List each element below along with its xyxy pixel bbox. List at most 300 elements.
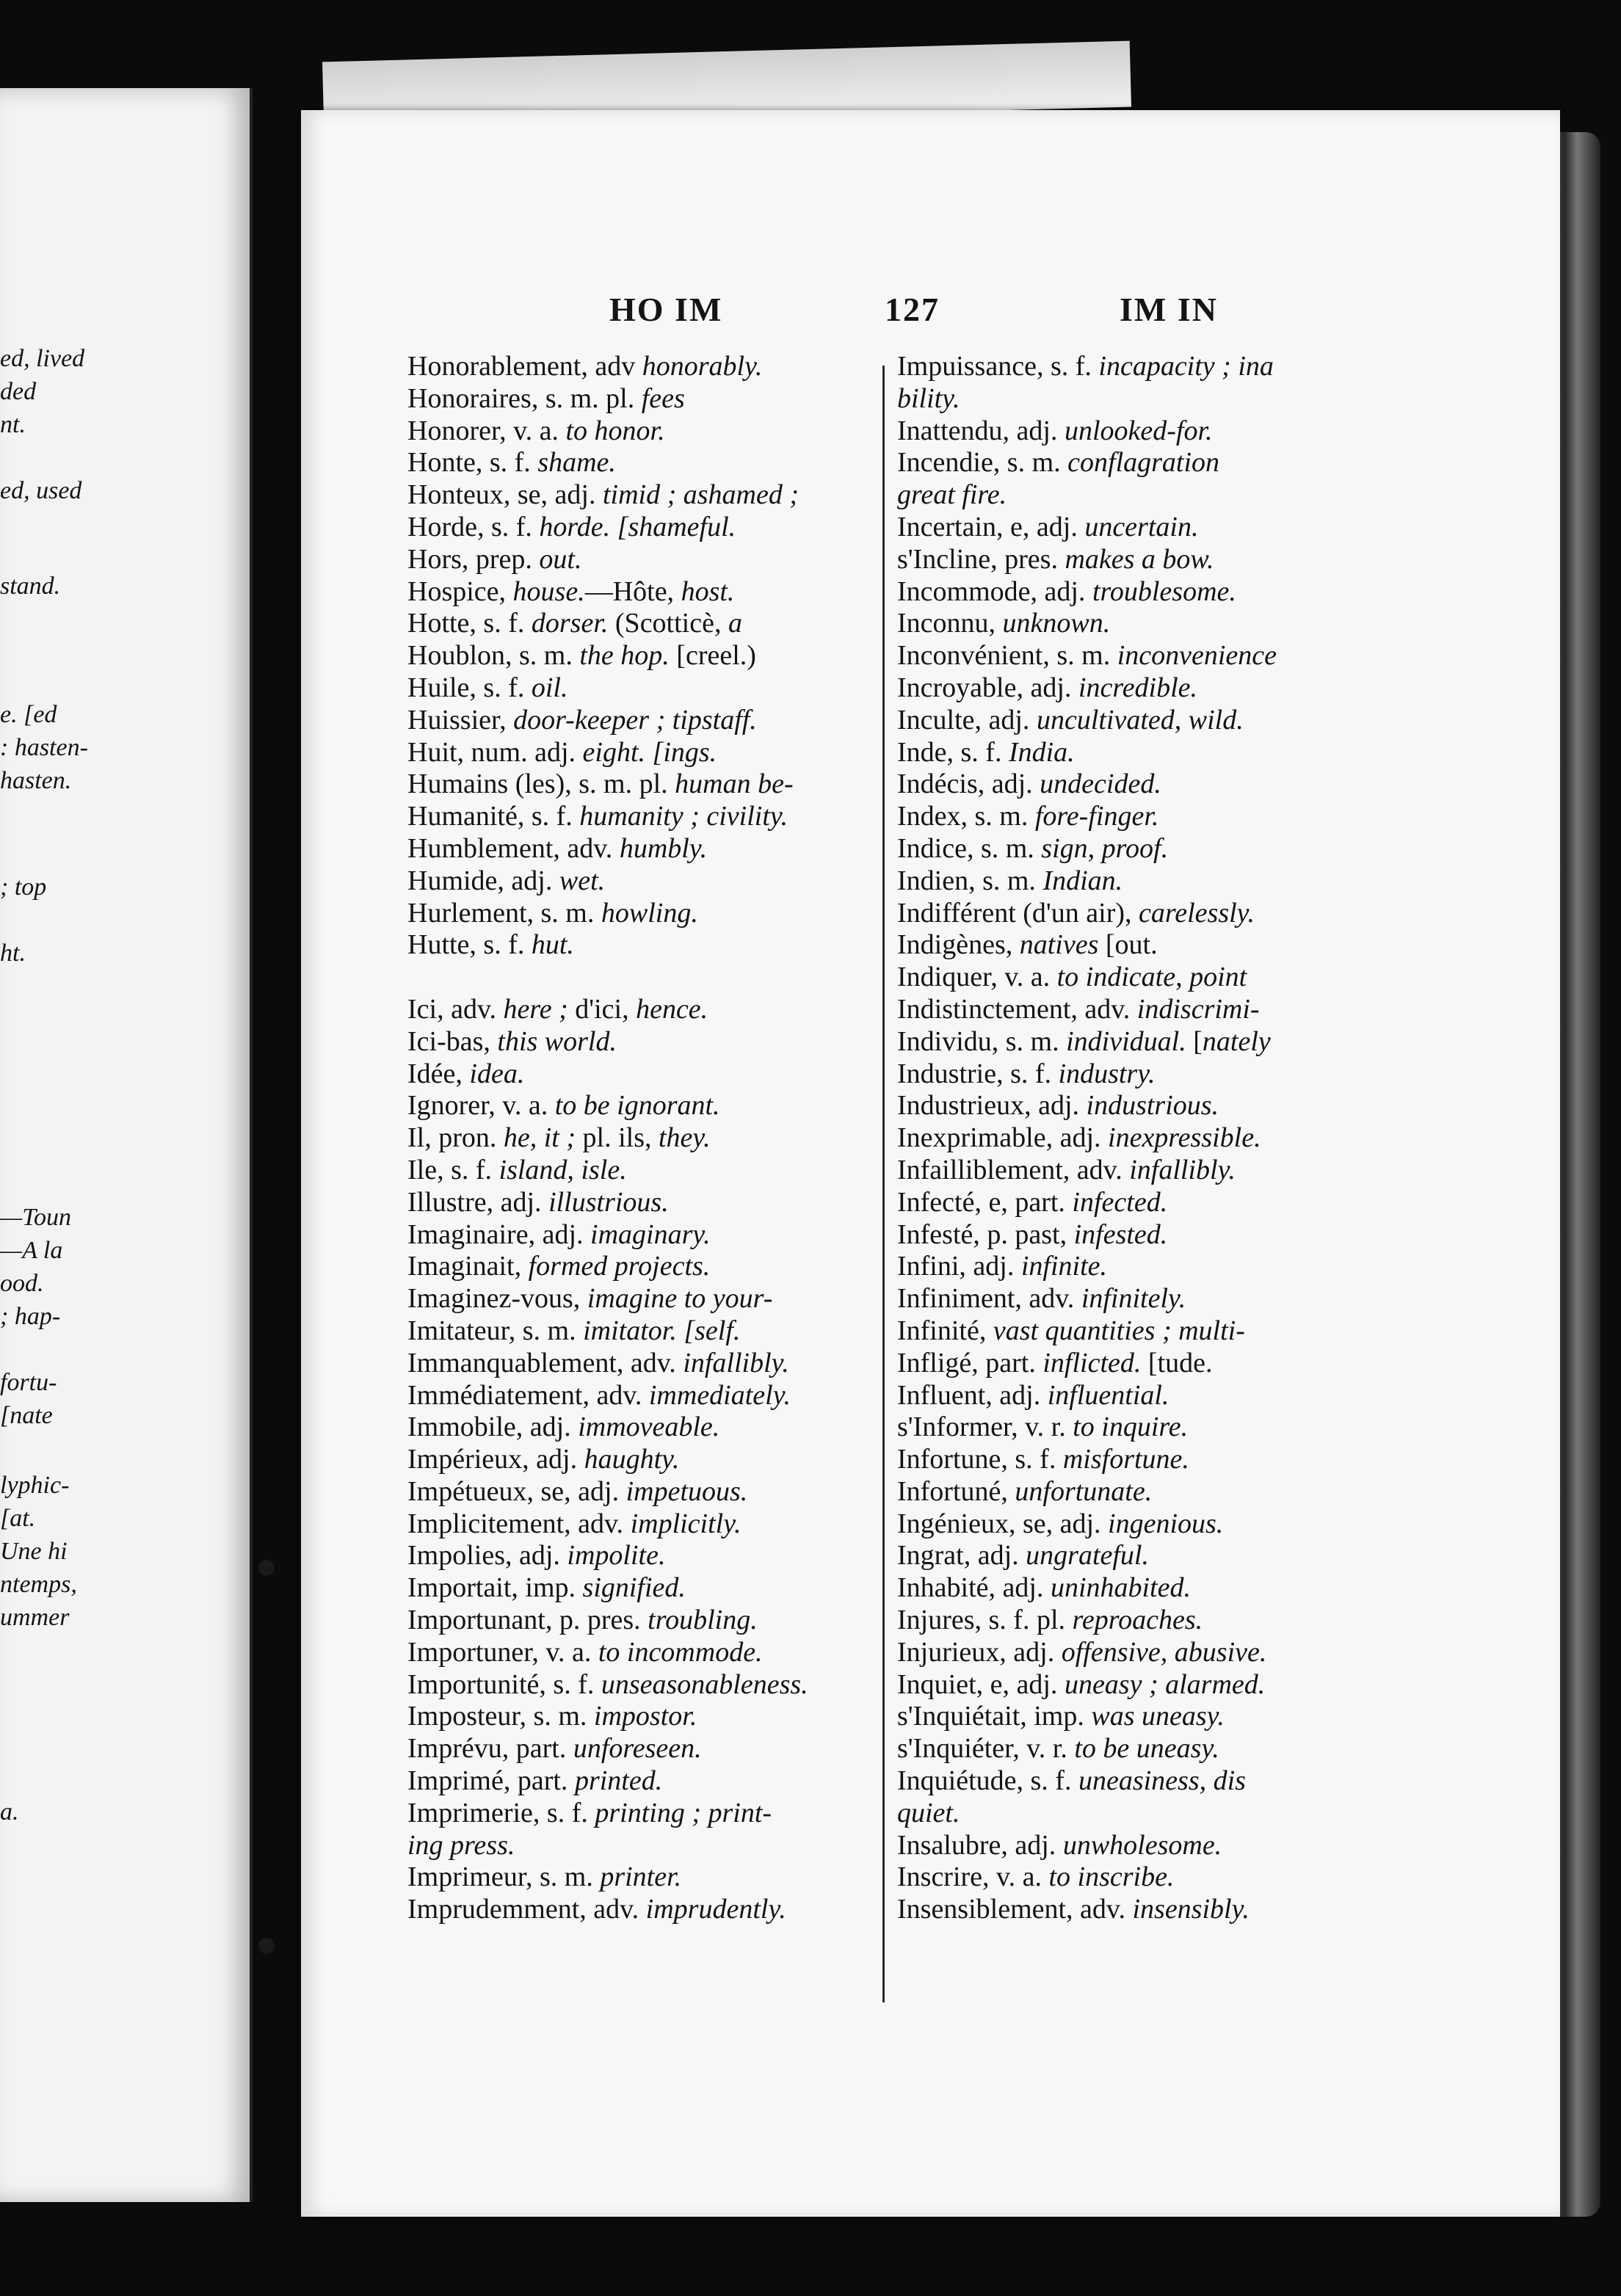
entry-definition: fore-finger. — [1034, 801, 1159, 832]
entry-definition: uninhabited. — [1050, 1572, 1191, 1604]
entry-definition: he, it ; — [503, 1122, 576, 1154]
entry-headword: Inculte, adj. — [897, 704, 1037, 735]
left-page-text-fragment: ed, used — [0, 477, 82, 504]
entry-headword: Industrie, s. f. — [897, 1058, 1059, 1089]
entry-headword: Infligé, part. — [897, 1347, 1043, 1378]
entry-definition: reproaches. — [1072, 1605, 1203, 1636]
entry-definition: nately — [1202, 1025, 1271, 1057]
entry-headword: Immédiatement, adv. — [407, 1379, 649, 1411]
entry-headword: Inscrire, v. a. — [897, 1861, 1049, 1893]
entry-headword: Immobile, adj. — [407, 1412, 579, 1443]
dictionary-entry — [407, 1219, 877, 1251]
dictionary-entry — [407, 1894, 877, 1926]
left-page-text-fragment: ed, lived — [0, 345, 85, 372]
entry-headword: Humanité, s. f. — [407, 801, 580, 832]
entry-headword: s'Inquiéter, v. r. — [897, 1733, 1075, 1765]
dictionary-entry — [897, 1219, 1400, 1251]
dictionary-entry — [897, 1637, 1400, 1669]
entry-definition: printing ; print- — [595, 1797, 772, 1828]
entry-headword: Inde, s. f. — [897, 736, 1009, 768]
left-page-text-fragment: lyphic- — [0, 1472, 70, 1499]
dictionary-entry — [897, 1058, 1400, 1091]
left-page-text-fragment: ded — [0, 378, 37, 405]
page-number: 127 — [885, 291, 940, 328]
binding-hole — [258, 1938, 275, 1954]
dictionary-entry — [897, 351, 1400, 383]
entry-definition: imitator. [self. — [583, 1315, 741, 1346]
entry-definition: troubling. — [648, 1605, 758, 1636]
dictionary-entry — [407, 1508, 877, 1541]
entry-headword: Ici-bas, — [407, 1025, 498, 1057]
dictionary-entry — [897, 865, 1400, 898]
entry-definition: troublesome. — [1092, 575, 1236, 607]
entry-definition: bility. — [897, 382, 960, 414]
dictionary-entry — [897, 1380, 1400, 1412]
entry-headword: Incroyable, adj. — [897, 672, 1078, 703]
entry-headword: s'Informer, v. r. — [897, 1412, 1073, 1443]
entry-headword: Imprimeur, s. m. — [407, 1861, 601, 1893]
left-page-text-fragment: ummer — [0, 1604, 70, 1631]
dictionary-entry — [897, 415, 1400, 448]
entry-headword: Imposteur, s. m. — [407, 1701, 594, 1732]
entry-definition: to indicate, point — [1056, 962, 1247, 993]
entry-headword: Indifférent (d'un air), — [897, 897, 1139, 929]
entry-definition: to honor. — [565, 415, 665, 446]
entry-definition: quiet. — [897, 1797, 960, 1828]
entry-note: [creel.) — [669, 640, 756, 672]
entry-headword: Individu, s. m. — [897, 1025, 1067, 1057]
dictionary-entry — [897, 1283, 1400, 1315]
entry-headword: Imprimerie, s. f. — [407, 1797, 595, 1828]
entry-headword: Hotte, s. f. — [407, 608, 532, 639]
dictionary-entry — [897, 833, 1400, 865]
entry-headword: Honoraires, s. m. pl. — [407, 382, 642, 414]
entry-definition: ungrateful. — [1026, 1540, 1149, 1572]
dictionary-entry — [407, 383, 877, 415]
entry-headword: Impuissance, s. f. — [897, 351, 1099, 382]
entry-definition: the hop. — [579, 640, 670, 672]
section-break — [407, 962, 877, 994]
entry-definition: ing press. — [407, 1829, 515, 1861]
entry-definition: immoveable. — [578, 1412, 720, 1443]
entry-definition: unfortunate. — [1015, 1475, 1153, 1507]
entry-headword: Infortune, s. f. — [897, 1444, 1063, 1475]
entry-headword: Impétueux, se, adj. — [407, 1475, 626, 1507]
entry-definition: to be uneasy. — [1074, 1733, 1219, 1765]
entry-headword: Indigènes, — [897, 929, 1020, 961]
entry-headword: Honorablement, adv — [407, 351, 642, 382]
entry-headword: Hutte, s. f. — [407, 929, 532, 961]
entry-definition: impetuous. — [625, 1475, 748, 1507]
entry-headword: Impérieux, adj. — [407, 1444, 584, 1475]
entry-definition: influential. — [1047, 1379, 1169, 1411]
entry-definition: imagine to your- — [587, 1283, 773, 1315]
entry-note: —Hôte, — [584, 575, 681, 607]
entry-headword: Index, s. m. — [897, 801, 1035, 832]
entry-headword: Indien, s. m. — [897, 865, 1043, 896]
dictionary-entry — [897, 383, 1400, 415]
entry-definition: uneasy ; alarmed. — [1064, 1668, 1266, 1700]
left-page-text-fragment: —Toun — [0, 1204, 72, 1231]
entry-definition: fees — [641, 382, 685, 414]
dictionary-entry — [897, 994, 1400, 1026]
dictionary-entry — [407, 512, 877, 544]
entry-note: pl. ils, — [576, 1122, 659, 1154]
entry-definition: infallibly. — [1129, 1154, 1236, 1185]
entry-definition: unlooked-for. — [1064, 415, 1213, 446]
dictionary-entry — [407, 576, 877, 608]
dictionary-entry — [407, 1637, 877, 1669]
entry-headword: Honorer, v. a. — [407, 415, 566, 446]
left-column — [407, 351, 877, 1926]
entry-headword: Influent, adj. — [897, 1379, 1048, 1411]
dictionary-entry — [407, 833, 877, 865]
dictionary-entry — [897, 1605, 1400, 1637]
entry-headword: Insalubre, adj. — [897, 1829, 1063, 1861]
entry-headword: Indice, s. m. — [897, 832, 1042, 864]
dictionary-entry — [407, 1444, 877, 1476]
entry-headword: Infailliblement, adv. — [897, 1154, 1130, 1185]
entry-headword: Hospice, — [407, 575, 513, 607]
entry-headword: Inquiétude, s. f. — [897, 1765, 1078, 1797]
entry-definition: to be ignorant. — [554, 1090, 720, 1122]
dictionary-entry — [407, 672, 877, 705]
entry-definition: inconvenience — [1117, 640, 1277, 672]
left-page-text-fragment: hasten. — [0, 767, 72, 794]
entry-headword: Huissier, — [407, 704, 514, 735]
entry-definition: illustrious. — [548, 1186, 669, 1218]
entry-definition: offensive, abusive. — [1061, 1636, 1267, 1668]
entry-definition: house. — [512, 575, 585, 607]
entry-definition: a — [728, 608, 742, 639]
dictionary-entry — [407, 1733, 877, 1765]
entry-headword: Inexprimable, adj. — [897, 1122, 1109, 1154]
dictionary-entry — [897, 512, 1400, 544]
entry-headword: Inconvénient, s. m. — [897, 640, 1117, 672]
entry-definition: here ; — [503, 993, 568, 1025]
entry-headword: Inquiet, e, adj. — [897, 1668, 1065, 1700]
entry-headword: Incommode, adj. — [897, 575, 1092, 607]
entry-headword: Implicitement, adv. — [407, 1508, 631, 1539]
entry-headword: Industrieux, adj. — [897, 1090, 1087, 1122]
entry-headword: Imaginait, — [407, 1251, 529, 1282]
entry-headword: Imaginez-vous, — [407, 1283, 587, 1315]
entry-definition: unknown. — [1002, 608, 1111, 639]
entry-headword: Immanquablement, adv. — [407, 1347, 683, 1378]
dictionary-entry — [897, 544, 1400, 576]
dictionary-entry — [897, 576, 1400, 608]
dictionary-entry — [407, 1155, 877, 1187]
entry-definition: indiscrimi- — [1136, 993, 1260, 1025]
dictionary-entry — [407, 351, 877, 383]
dictionary-entry — [407, 415, 877, 448]
left-page-text-fragment: nt. — [0, 411, 26, 438]
entry-definition: humbly. — [619, 832, 708, 864]
entry-definition: wet. — [559, 865, 606, 896]
entry-definition: to inscribe. — [1048, 1861, 1175, 1893]
entry-definition: infested. — [1073, 1218, 1168, 1250]
left-page-text-fragment: ; hap- — [0, 1303, 61, 1330]
left-page — [0, 88, 253, 2202]
dictionary-entry — [897, 1476, 1400, 1508]
dictionary-entry — [897, 898, 1400, 930]
entry-note: [out. — [1098, 929, 1158, 961]
dictionary-entry — [897, 929, 1400, 962]
dictionary-entry — [897, 1251, 1400, 1283]
left-page-text-fragment: [nate — [0, 1402, 53, 1429]
entry-definition: industry. — [1058, 1058, 1156, 1089]
entry-headword: Ingrat, adj. — [897, 1540, 1026, 1572]
entry-definition: oil. — [531, 672, 568, 703]
entry-headword: Indiquer, v. a. — [897, 962, 1057, 993]
dictionary-entry — [407, 608, 877, 640]
left-page-text-fragment: ntemps, — [0, 1571, 77, 1598]
entry-definition: unseasonableness. — [601, 1668, 808, 1700]
dictionary-entry — [897, 1508, 1400, 1541]
entry-definition: vast quantities ; multi- — [993, 1315, 1245, 1346]
entry-definition: haughty. — [584, 1444, 680, 1475]
entry-headword: Infiniment, adv. — [897, 1283, 1081, 1315]
entry-headword: Humains (les), s. m. pl. — [407, 769, 675, 800]
entry-definition: misfortune. — [1062, 1444, 1189, 1475]
dictionary-entry — [407, 994, 877, 1026]
entry-headword: Ingénieux, se, adj. — [897, 1508, 1109, 1539]
entry-headword: Indistinctement, adv. — [897, 993, 1137, 1025]
entry-headword: Ile, s. f. — [407, 1154, 499, 1185]
left-page-text-fragment: : hasten- — [0, 734, 88, 761]
entry-definition: humanity ; civility. — [579, 801, 788, 832]
dictionary-entry — [897, 1026, 1400, 1058]
left-page-text-fragment: a. — [0, 1798, 19, 1825]
dictionary-entry — [897, 1572, 1400, 1605]
entry-headword: Horde, s. f. — [407, 511, 540, 542]
dictionary-entry — [407, 769, 877, 801]
dictionary-entry — [407, 1540, 877, 1572]
entry-definition: undecided. — [1040, 769, 1161, 800]
entry-definition: they. — [658, 1122, 711, 1154]
binding-hole — [258, 1560, 275, 1576]
entry-headword: Infesté, p. past, — [897, 1218, 1074, 1250]
dictionary-entry — [897, 479, 1400, 512]
dictionary-entry — [407, 447, 877, 479]
entry-definition: industrious. — [1086, 1090, 1219, 1122]
entry-definition: insensibly. — [1132, 1894, 1250, 1925]
column-divider — [882, 366, 885, 2002]
dictionary-entry — [897, 1894, 1400, 1926]
dictionary-entry — [407, 929, 877, 962]
entry-definition: ingenious. — [1108, 1508, 1224, 1539]
entry-definition: carelessly. — [1139, 897, 1255, 929]
entry-headword: Importait, imp. — [407, 1572, 583, 1604]
dictionary-entry — [897, 1798, 1400, 1830]
entry-headword: Hurlement, s. m. — [407, 897, 601, 929]
dictionary-entry — [407, 1476, 877, 1508]
dictionary-entry — [897, 1444, 1400, 1476]
dictionary-entry — [407, 1187, 877, 1219]
dictionary-entry — [407, 1348, 877, 1380]
entry-definition: printed. — [574, 1765, 663, 1797]
dictionary-entry — [897, 1540, 1400, 1572]
dictionary-entry — [407, 479, 877, 512]
entry-headword: Imaginaire, adj. — [407, 1218, 591, 1250]
entry-definition: infallibly. — [683, 1347, 789, 1378]
dictionary-entry — [407, 1412, 877, 1444]
dictionary-entry — [897, 962, 1400, 994]
dictionary-entry — [407, 1026, 877, 1058]
entry-headword: s'Inquiétait, imp. — [897, 1701, 1092, 1732]
entry-headword: Humide, adj. — [407, 865, 559, 896]
entry-definition: dorser. — [531, 608, 609, 639]
left-page-text-fragment: e. [ed — [0, 701, 57, 728]
dictionary-entry — [897, 1155, 1400, 1187]
running-head-left: HO IM — [609, 291, 723, 328]
entry-headword: Importuner, v. a. — [407, 1636, 598, 1668]
left-page-text-fragment: ood. — [0, 1270, 44, 1297]
entry-definition: makes a bow. — [1065, 543, 1214, 575]
left-page-text-fragment: stand. — [0, 573, 61, 600]
entry-definition: impolite. — [567, 1540, 666, 1572]
entry-definition: natives — [1019, 929, 1099, 961]
dictionary-entry — [897, 1187, 1400, 1219]
entry-headword: Imprévu, part. — [407, 1733, 573, 1765]
entry-headword: Inconnu, — [897, 608, 1003, 639]
dictionary-entry — [407, 1251, 877, 1283]
dictionary-entry — [897, 705, 1400, 737]
dictionary-entry — [897, 640, 1400, 672]
dictionary-entry — [407, 640, 877, 672]
entry-definition: conflagration — [1067, 447, 1220, 479]
dictionary-entry — [407, 898, 877, 930]
dictionary-entry — [407, 1830, 877, 1862]
entry-definition: individual. — [1066, 1025, 1186, 1057]
right-column — [897, 351, 1400, 1926]
entry-definition: out. — [539, 543, 582, 575]
dictionary-entry — [897, 1701, 1400, 1733]
entry-definition: incapacity ; ina — [1098, 351, 1274, 382]
entry-headword: Honteux, se, adj. — [407, 479, 603, 511]
dictionary-entry — [407, 1058, 877, 1091]
entry-headword: Inhabité, adj. — [897, 1572, 1051, 1604]
entry-definition: eight. [ings. — [582, 736, 717, 768]
entry-note: [tude. — [1141, 1347, 1213, 1378]
dictionary-entry — [407, 1765, 877, 1798]
dictionary-entry — [407, 801, 877, 833]
left-page-text-fragment: —A la — [0, 1237, 63, 1264]
entry-definition: implicitly. — [630, 1508, 741, 1539]
entry-definition: infinite. — [1020, 1251, 1108, 1282]
entry-definition: uncertain. — [1084, 511, 1199, 542]
entry-definition: horde. [shameful. — [539, 511, 736, 542]
entry-definition: this world. — [497, 1025, 617, 1057]
dictionary-entry — [897, 447, 1400, 479]
dictionary-entry — [407, 1798, 877, 1830]
entry-definition: was uneasy. — [1091, 1701, 1225, 1732]
dictionary-entry — [407, 1315, 877, 1348]
dictionary-entry — [407, 705, 877, 737]
entry-definition: to incommode. — [598, 1636, 763, 1668]
entry-headword: Injurieux, adj. — [897, 1636, 1062, 1668]
entry-definition: honorably. — [642, 351, 763, 382]
dictionary-entry — [407, 1605, 877, 1637]
entry-definition: great fire. — [897, 479, 1007, 511]
dictionary-entry — [407, 1701, 877, 1733]
entry-headword: Infortuné, — [897, 1475, 1015, 1507]
entry-note: (Scotticè, — [608, 608, 728, 639]
left-page-text-fragment: ; top — [0, 873, 47, 901]
entry-definition: host. — [681, 575, 735, 607]
dictionary-entry — [897, 1669, 1400, 1701]
entry-definition: human be- — [675, 769, 794, 800]
entry-definition: timid ; ashamed ; — [602, 479, 799, 511]
entry-definition: imprudently. — [645, 1894, 786, 1925]
entry-headword: Indécis, adj. — [897, 769, 1040, 800]
dictionary-entry — [407, 1380, 877, 1412]
entry-definition: uncultivated, wild. — [1036, 704, 1244, 735]
entry-headword: Infecté, e, part. — [897, 1186, 1073, 1218]
dictionary-entry — [407, 1122, 877, 1155]
entry-definition: shame. — [537, 447, 616, 479]
left-page-text-fragment: fortu- — [0, 1369, 57, 1396]
dictionary-entry — [897, 1861, 1400, 1894]
entry-headword: Incendie, s. m. — [897, 447, 1068, 479]
entry-definition: hence. — [636, 993, 708, 1025]
entry-headword: Idée, — [407, 1058, 470, 1089]
entry-headword: Ignorer, v. a. — [407, 1090, 555, 1122]
dictionary-entry — [407, 737, 877, 769]
entry-definition: door-keeper ; tipstaff. — [513, 704, 757, 735]
entry-headword: Houblon, s. m. — [407, 640, 580, 672]
dictionary-entry — [897, 1765, 1400, 1798]
entry-headword: Infinité, — [897, 1315, 993, 1346]
dictionary-entry — [897, 1090, 1400, 1122]
entry-headword: Illustre, adj. — [407, 1186, 549, 1218]
entry-definition: island, isle. — [498, 1154, 627, 1185]
entry-definition: inexpressible. — [1108, 1122, 1261, 1154]
entry-headword: Hors, prep. — [407, 543, 540, 575]
entry-headword: Il, pron. — [407, 1122, 504, 1154]
entry-definition: infected. — [1072, 1186, 1168, 1218]
entry-definition: sign, proof. — [1041, 832, 1169, 864]
dictionary-entry — [407, 1090, 877, 1122]
dictionary-entry — [897, 1733, 1400, 1765]
entry-headword: Importunité, s. f. — [407, 1668, 601, 1700]
dictionary-entry — [897, 1315, 1400, 1348]
dictionary-entry — [897, 672, 1400, 705]
dictionary-entry — [897, 1830, 1400, 1862]
dictionary-entry — [897, 1348, 1400, 1380]
entry-headword: Impolies, adj. — [407, 1540, 567, 1572]
entry-headword: Huile, s. f. — [407, 672, 532, 703]
entry-definition: hut. — [531, 929, 574, 961]
left-page-text-fragment: [at. — [0, 1505, 36, 1532]
entry-note: d'ici, — [567, 993, 637, 1025]
entry-definition: Indian. — [1042, 865, 1123, 896]
entry-definition: impostor. — [593, 1701, 697, 1732]
dictionary-entry — [407, 1861, 877, 1894]
entry-definition: India. — [1008, 736, 1075, 768]
entry-definition: inflicted. — [1042, 1347, 1142, 1378]
entry-headword: Imitateur, s. m. — [407, 1315, 584, 1346]
entry-headword: Insensiblement, adv. — [897, 1894, 1133, 1925]
entry-headword: Ici, adv. — [407, 993, 504, 1025]
entry-definition: uneasiness, dis — [1078, 1765, 1246, 1797]
entry-definition: printer. — [600, 1861, 682, 1893]
entry-headword: s'Incline, pres. — [897, 543, 1065, 575]
entry-headword: Infini, adj. — [897, 1251, 1021, 1282]
entry-headword: Importunant, p. pres. — [407, 1605, 648, 1636]
dictionary-entry — [407, 544, 877, 576]
dictionary-entry — [407, 1572, 877, 1605]
